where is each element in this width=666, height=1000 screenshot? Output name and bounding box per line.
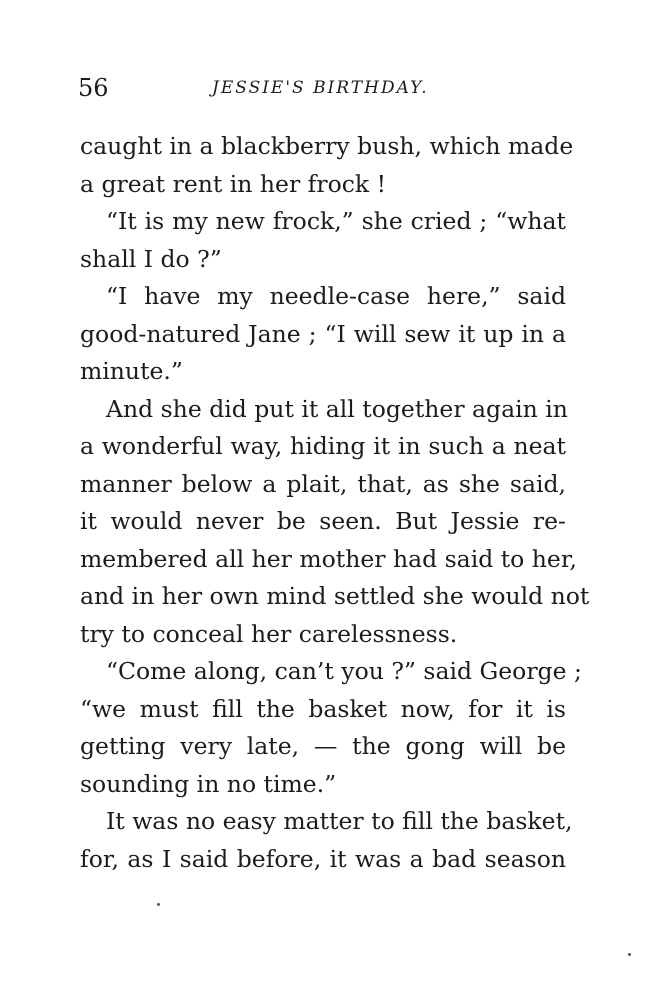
text-line: it would never be seen. But Jessie re- [80, 507, 566, 535]
text-line: sounding in no time.” [80, 769, 337, 798]
text-line: minute.” [80, 357, 183, 385]
text-line: And she did put it all together again in [106, 394, 568, 423]
text-line: It was no easy matter to fill the basket, [106, 807, 573, 835]
text-line: good-natured Jane ; “I will sew it up in a [80, 319, 566, 348]
text-line: a wonderful way, hiding it in such a neat [80, 432, 566, 460]
text-line: a great rent in her frock ! [80, 169, 387, 198]
text-line: manner below a plait, that, as she said, [80, 469, 566, 498]
text-line: caught in a blackberry bush, which made [80, 132, 574, 160]
page-header [78, 70, 568, 106]
text-line: getting very late, — the gong will be [80, 732, 566, 760]
text-line: membered all her mother had said to her, [80, 544, 577, 573]
body-text [80, 128, 590, 878]
text-line: try to conceal her carelessness. [80, 619, 458, 648]
text-line: “It is my new frock,” she cried ; “what [106, 207, 566, 235]
text-line: and in her own mind settled she would not [80, 582, 590, 610]
text-line: “I have my needle-case here,” said [106, 282, 566, 310]
text-line: shall I do ?” [80, 244, 222, 273]
ink-speck [157, 903, 160, 906]
text-line: “Come along, can’t you ?” said George ; [106, 657, 582, 685]
page-number: 56 [78, 74, 109, 102]
ink-speck [628, 953, 631, 956]
running-title: JESSIE'S BIRTHDAY. [212, 78, 429, 98]
text-line: for, as I said before, it was a bad season [80, 844, 566, 873]
text-line: “we must fill the basket now, for it is [80, 694, 566, 723]
